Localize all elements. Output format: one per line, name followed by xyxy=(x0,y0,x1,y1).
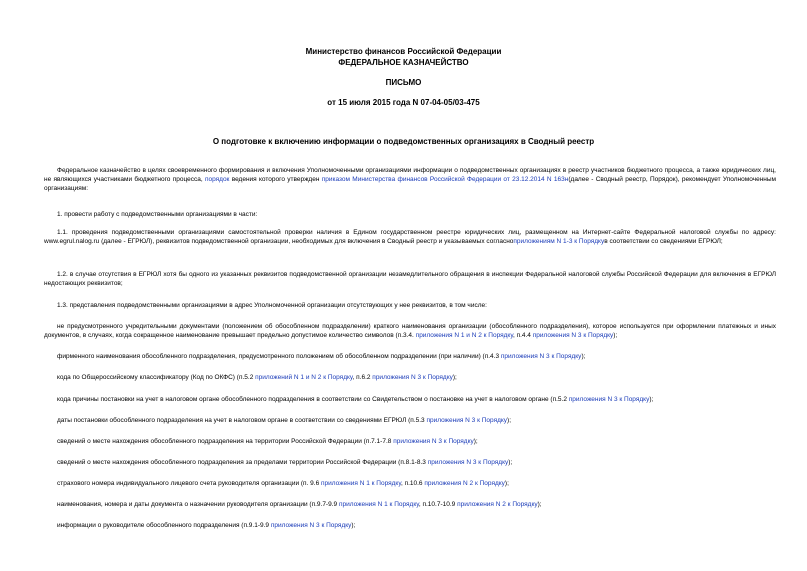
intro-text-3: (далее - Сводный реестр, Порядок), рекомендует Уполномоченным организациям: xyxy=(44,176,777,192)
item-1-2-paragraph: 1.2. в случае отсутствия в ЕГРЮЛ хотя бы одного из указанных реквизитов подведомственной организации незамедлительного обращения в инспекции Федеральной налоговой службы Российской Федерации для включения в ЕГРЮЛ недостающих реквизитов; xyxy=(44,271,776,287)
document-date-number: от 15 июля 2015 года N 07-04-05/03-475 xyxy=(327,98,480,107)
appendices-1-3-link[interactable]: приложениям N 1-3 к Порядку xyxy=(513,238,605,245)
minfin-order-link[interactable]: приказом Министерства финансов Российской Федерации от 23.12.2014 N 163н xyxy=(321,176,569,183)
snils-text-2: , п.10.6 xyxy=(400,480,425,487)
appendix-3-link[interactable]: приложения N 3 к Порядку xyxy=(393,438,474,445)
short-name-paragraph xyxy=(44,322,776,340)
brand-name-text-1: фирменного наименования обособленного подразделения, предусмотренного положением об обособленном подразделении (при наличии) (п.4.3 xyxy=(57,353,501,360)
okfs-paragraph xyxy=(44,373,776,382)
appendix-3-link[interactable]: приложения N 3 к Порядку xyxy=(270,522,352,529)
snils-paragraph xyxy=(44,479,776,488)
brand-name-paragraph xyxy=(44,352,776,361)
registration-date-text-2: ); xyxy=(507,417,512,424)
registration-date-text-1: даты постановки обособленного подразделения на учет в налоговом органе в соответствии со сведениями ЕГРЮЛ (п.5.3 xyxy=(57,417,427,424)
location-ru-text-1: сведений о месте нахождения обособленного подразделения на территории Российской Федерации (п.7.1-7.8 xyxy=(57,438,394,445)
snils-text-3: ); xyxy=(504,480,509,487)
kpp-text-2: ); xyxy=(649,396,654,403)
appendix-2-link[interactable]: приложения N 2 к Порядку xyxy=(424,480,505,487)
okfs-text-2: , п.6.2 xyxy=(352,374,373,381)
appendix-1-link[interactable]: приложения N 1 к Порядку xyxy=(338,501,419,508)
appendix-3-link[interactable]: приложения N 3 к Порядку xyxy=(532,332,614,339)
brand-name-text-2: ); xyxy=(581,353,586,360)
appointment-text-3: ); xyxy=(537,501,542,508)
item-1-1-paragraph xyxy=(44,228,776,246)
registration-date-paragraph xyxy=(44,416,776,425)
appendix-3-link[interactable]: приложения N 3 к Порядку xyxy=(568,396,650,403)
intro-text-1: Федеральное казначейство в целях своевременного формирования и включения Уполномоченными организациями информации о подведомственных организациях в реестр участников бюджетного процесса, а также юридических лиц, не являющихся участниками бюджетного процесса, xyxy=(44,167,776,183)
ministry-heading: Министерство финансов Российской Федерации xyxy=(305,47,502,56)
head-info-text-2: ); xyxy=(351,522,356,529)
kpp-text-1: кода причины постановки на учет в налоговом органе обособленного подразделения в соответствии со Свидетельством о постановке на учет в налоговом органе (п.5.2 xyxy=(57,396,569,403)
okfs-text-3: ); xyxy=(452,374,457,381)
item-1-3-paragraph: 1.3. представления подведомственными организациями в адрес Уполномоченной организации отсутствующих у нее реквизитов, в том числе: xyxy=(57,302,487,309)
order-link[interactable]: порядок xyxy=(204,176,230,183)
location-ru-paragraph xyxy=(44,437,776,446)
location-abroad-paragraph xyxy=(44,458,776,467)
appendix-3-link[interactable]: приложения N 3 к Порядку xyxy=(426,417,508,424)
appendix-3-link[interactable]: приложения N 3 к Порядку xyxy=(372,374,453,381)
appendix-3-link[interactable]: приложения N 3 к Порядку xyxy=(500,353,582,360)
appointment-paragraph xyxy=(44,500,776,509)
item-1-1-text-2: в соответствии со сведениями ЕГРЮЛ; xyxy=(604,238,723,245)
document-subject: О подготовке к включению информации о подведомственных организациях в Сводный реестр xyxy=(212,137,595,146)
treasury-heading: ФЕДЕРАЛЬНОЕ КАЗНАЧЕЙСТВО xyxy=(338,58,469,67)
appendix-1-2-link[interactable]: приложения N 1 и N 2 к Порядку xyxy=(415,332,513,339)
appendix-2-link[interactable]: приложения N 2 к Порядку xyxy=(457,501,538,508)
location-abroad-text-2: ); xyxy=(508,459,513,466)
short-name-text-3: ); xyxy=(613,332,618,339)
head-info-text-1: информации о руководителе обособленного подразделения (п.9.1-9.9 xyxy=(57,522,271,529)
intro-text-2: ведения которого утвержден xyxy=(229,176,322,183)
location-abroad-text-1: сведений о месте нахождения обособленного подразделения за пределами территории Российской Федерации (п.8.1-8.3 xyxy=(57,459,428,466)
okfs-text-1: кода по Общероссийскому классификатору (Код по ОКФС) (п.5.2 xyxy=(57,374,256,381)
document-type-heading: ПИСЬМО xyxy=(385,78,422,87)
appendix-3-link[interactable]: приложения N 3 к Порядку xyxy=(427,459,509,466)
short-name-text-2: , п.4.4 xyxy=(512,332,533,339)
appointment-text-1: наименования, номера и даты документа о назначении руководителя организации (п.9.7-9.9 xyxy=(57,501,339,508)
snils-text-1: страхового номера индивидуального лицевого счета руководителя организации (п. 9.6 xyxy=(57,480,322,487)
item-1-paragraph: 1. провести работу с подведомственными организациями в части: xyxy=(57,211,258,218)
intro-paragraph xyxy=(44,166,776,193)
appendix-1-link[interactable]: приложения N 1 к Порядку xyxy=(321,480,401,487)
appointment-text-2: , п.10.7-10.9 xyxy=(418,501,458,508)
location-ru-text-2: ); xyxy=(473,438,478,445)
head-info-paragraph xyxy=(44,521,776,530)
kpp-paragraph xyxy=(44,395,776,404)
short-name-text-1: не предусмотренного учредительными документами (положением об обособленном подразделении) краткого наименования организации (обособленного подразделения), которое используется при оформлении платежных и иных документов, в случаях, когда сокращенное наименование превышает предельно допустимое количество символов (п.3.4. xyxy=(44,323,776,339)
appendices-1-2-link[interactable]: приложений N 1 и N 2 к Порядку xyxy=(255,374,353,381)
item-1-1-text-1: 1.1. проведения подведомственными организациями самостоятельной проверки наличия в Едином государственном реестре юридических лиц, размещенном на Интернет-сайте Федеральной налоговой службы по адресу: www.egrul.nalog.ru (далее - ЕГРЮЛ), реквизитов подведомственной организации, необходимых для включения в Сводный реестр и указываемых согласно xyxy=(44,229,776,245)
